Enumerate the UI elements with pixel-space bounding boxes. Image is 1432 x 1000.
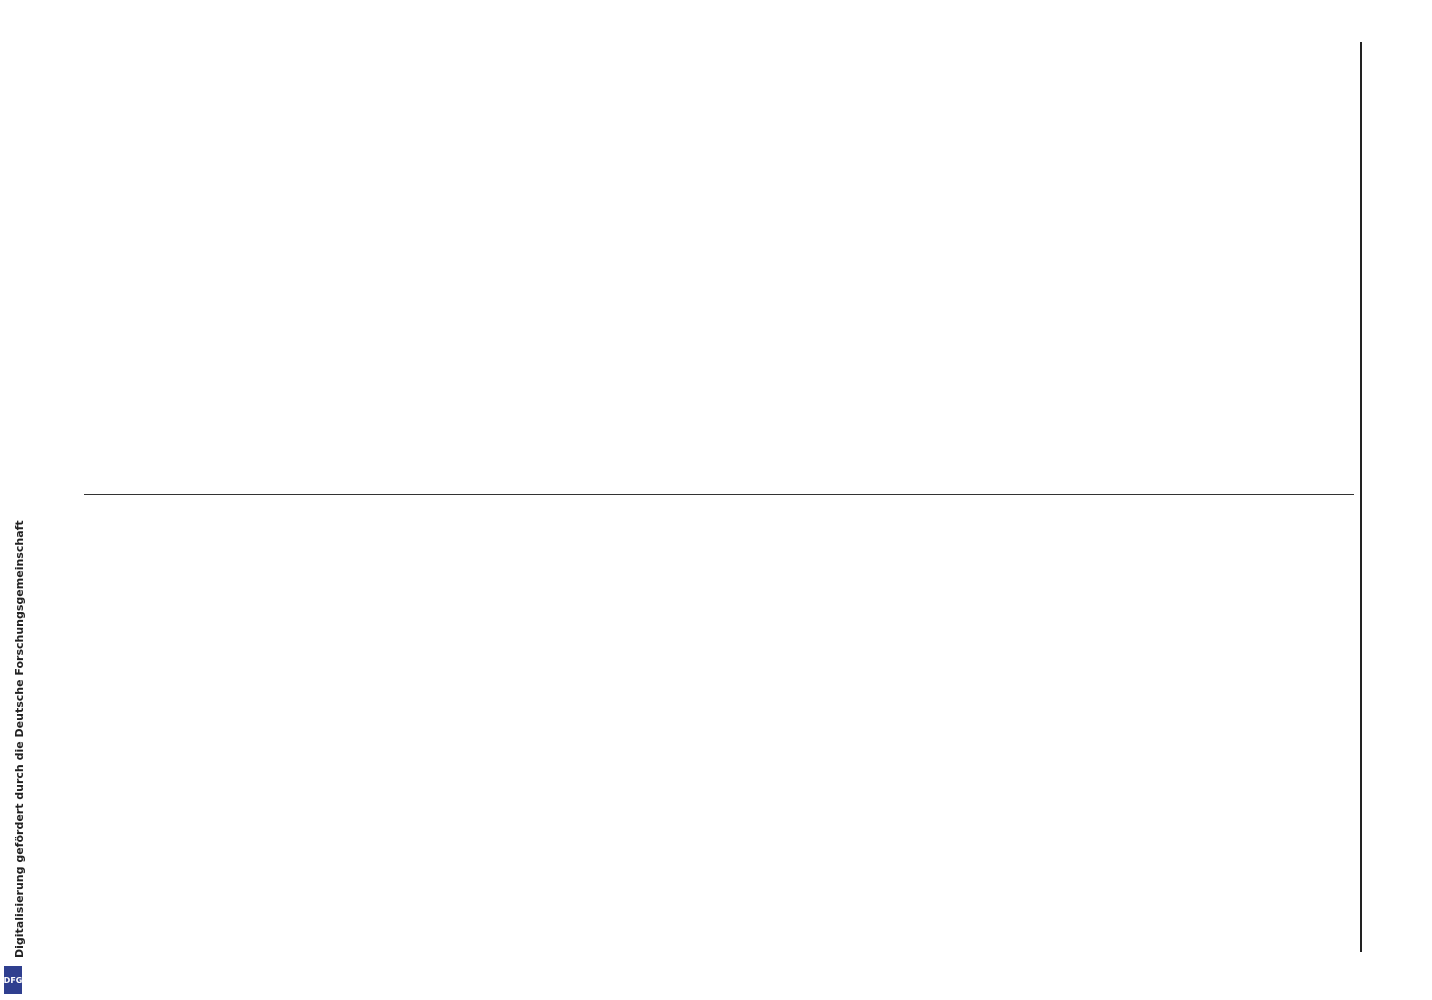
column-divider (84, 494, 1354, 495)
left-column (84, 42, 1354, 488)
dfg-logo: DFG (4, 966, 22, 994)
right-column (84, 506, 1354, 952)
page-header (1360, 42, 1400, 952)
digitization-credit-text: Digitalisierung gefördert durch die Deutsche Forschungsgemeinschaft (13, 520, 26, 958)
digitization-credit-strip (0, 0, 26, 1000)
scanned-page (44, 22, 1400, 972)
